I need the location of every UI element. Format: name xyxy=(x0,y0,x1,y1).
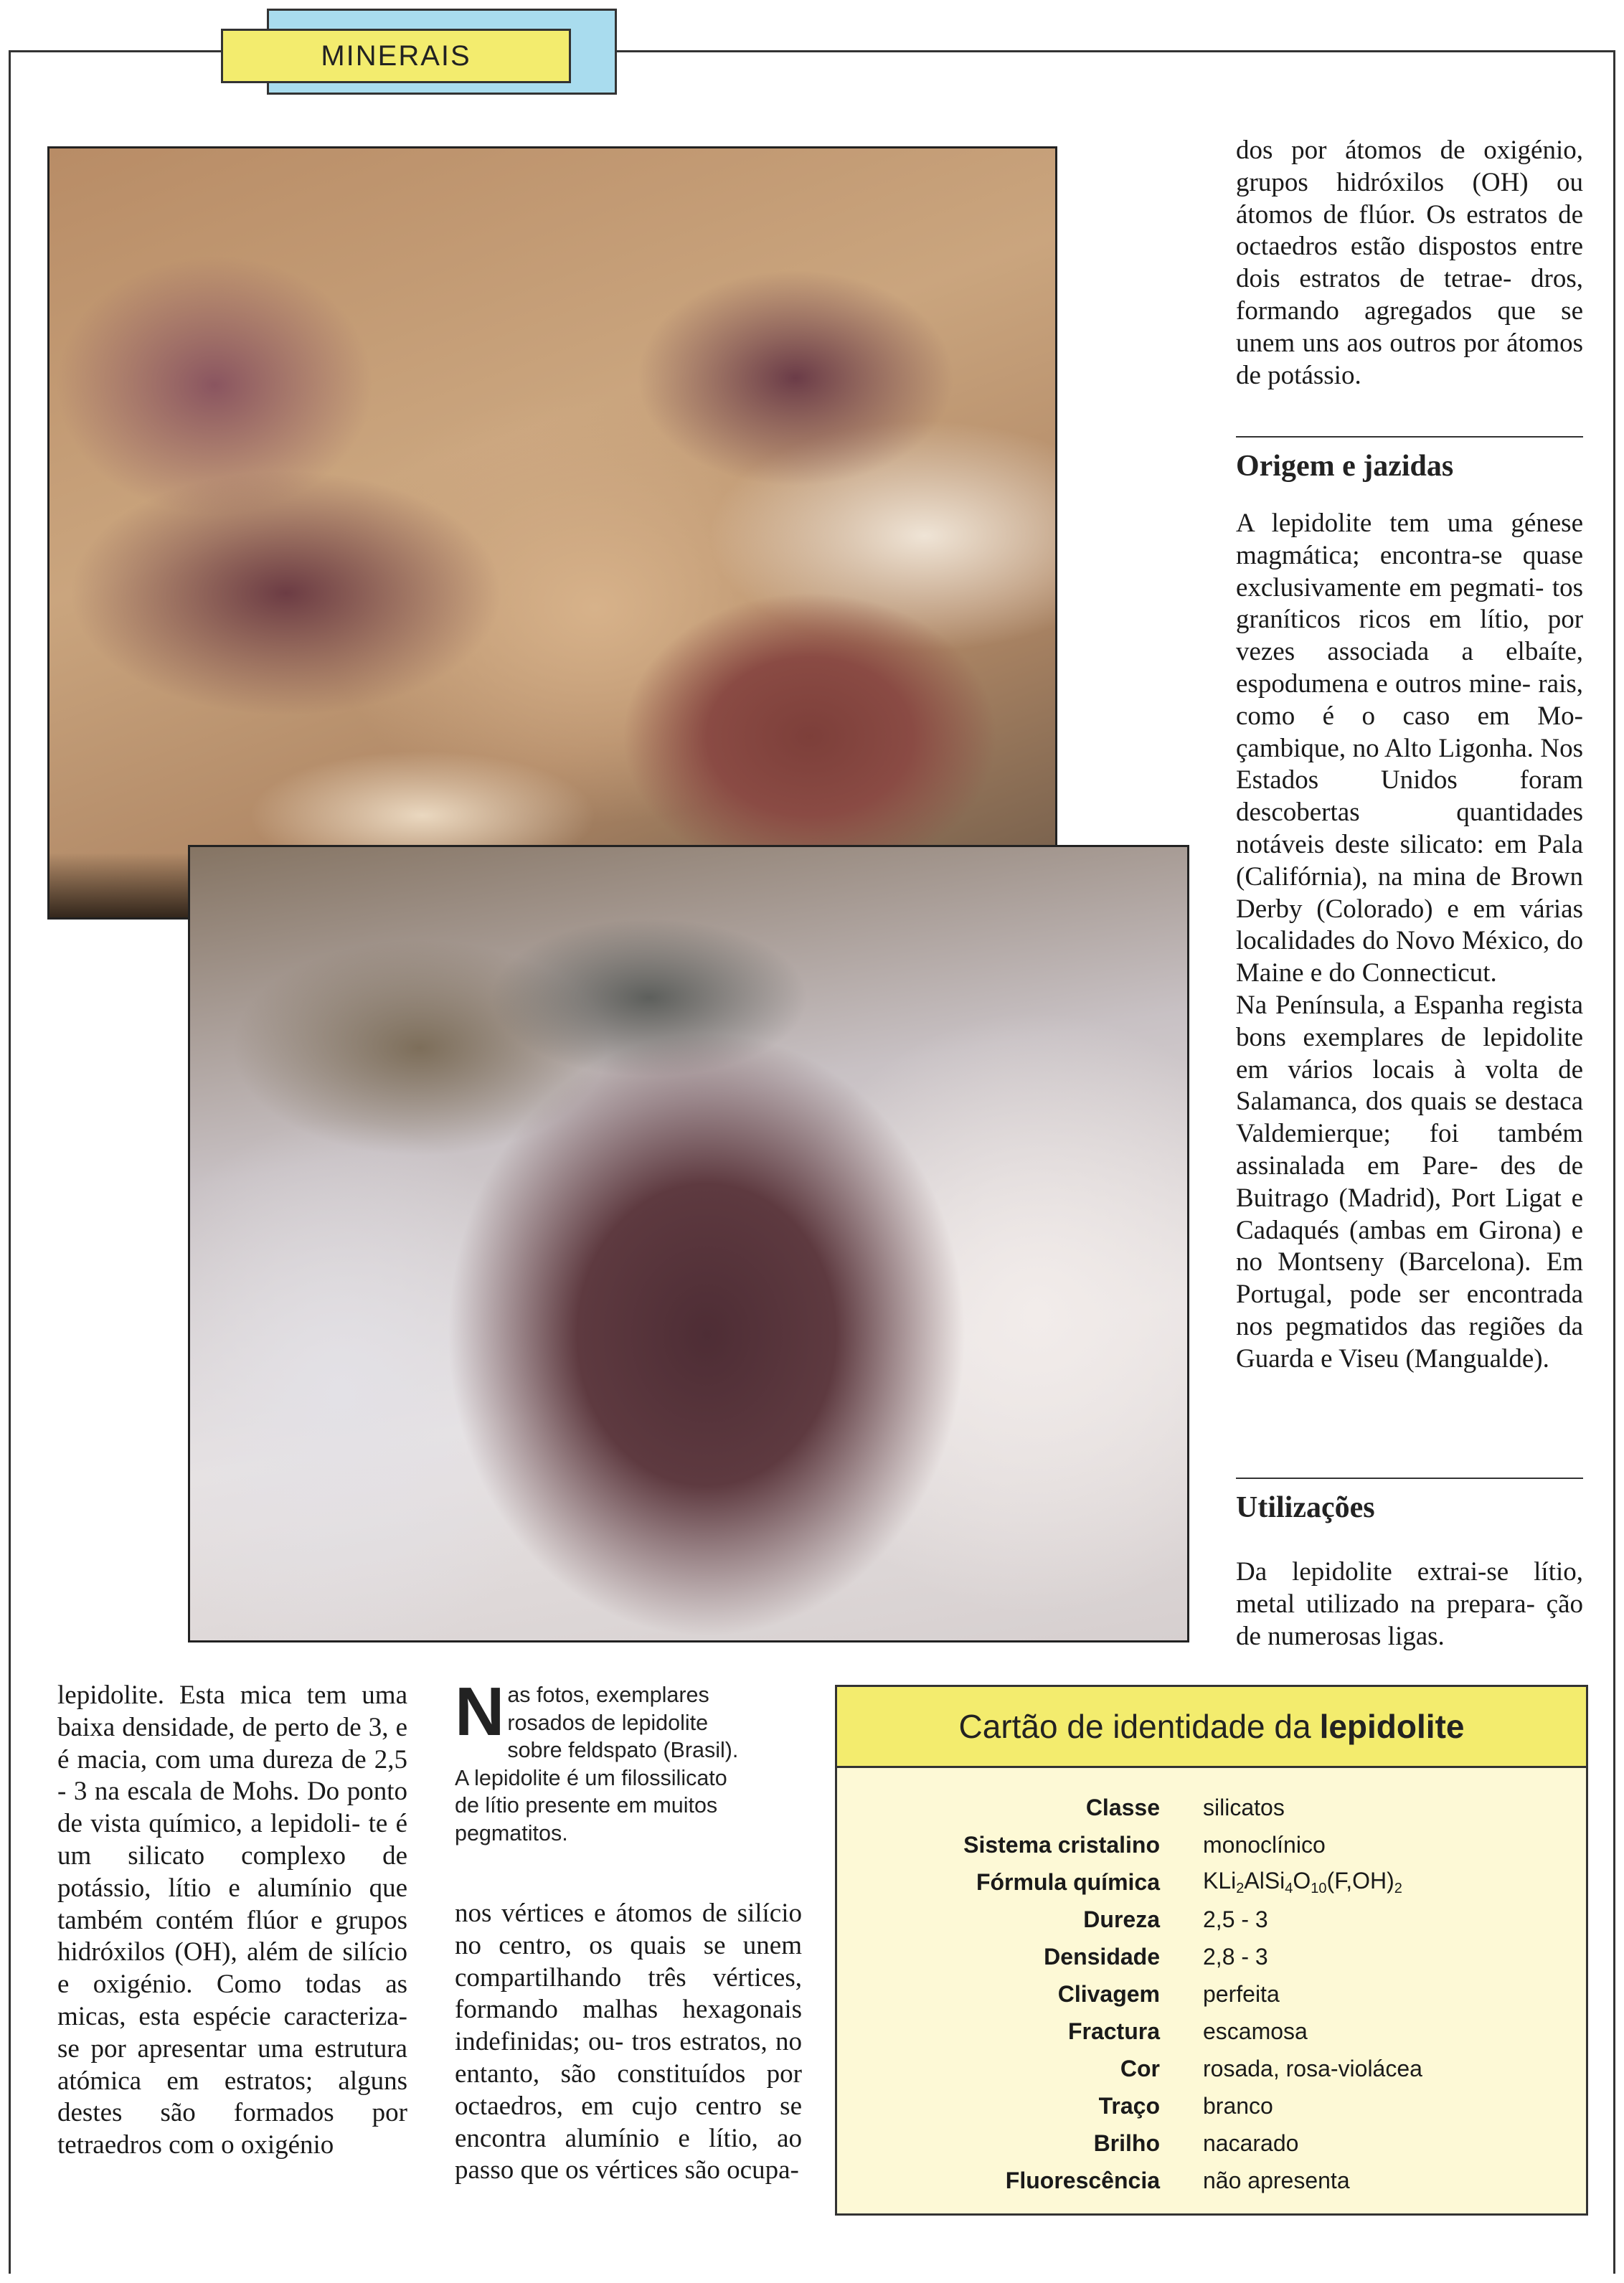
middle-paragraph xyxy=(455,1898,802,2187)
text-line: espécie caracteriza-se por xyxy=(57,2001,407,2064)
text-line: de vista químico, a lepidoli- xyxy=(57,1809,361,1839)
row-value: 2,8 - 3 xyxy=(1203,1943,1268,1970)
text-line: magmática; encontra-se quase xyxy=(1236,540,1583,570)
mineral-photo-bottom xyxy=(188,845,1189,1642)
mineral-photo-top xyxy=(47,146,1057,920)
row-label: Densidade xyxy=(1044,1943,1160,1970)
card-row-densidade xyxy=(837,1938,1586,1975)
row-label: Classe xyxy=(1085,1794,1160,1820)
text-line: em várias localidades do xyxy=(1236,894,1584,956)
text-line: lepidolite. Esta mica tem xyxy=(57,1681,347,1710)
formula-subscript: 2 xyxy=(1236,1880,1245,1896)
text-line: unem compartilhando três xyxy=(455,1930,802,1993)
formula-part: KLi xyxy=(1203,1867,1237,1894)
card-row-brilho xyxy=(837,2124,1586,2162)
identity-card-rows xyxy=(837,1789,1586,2199)
text-line: que os vértices são ocupa- xyxy=(520,2155,799,2185)
text-line: átomos de flúor. Os estratos xyxy=(1236,199,1548,230)
row-value: branco xyxy=(1203,2092,1273,2119)
row-label: Fractura xyxy=(1067,2018,1160,2044)
text-line: uma dureza de 2,5 - 3 na xyxy=(57,1744,408,1807)
text-line: grupos hidróxilos (OH), xyxy=(57,1905,408,1967)
text-line: hexagonais indefinidas; ou- xyxy=(455,1995,802,2057)
formula-part: (F,OH) xyxy=(1326,1867,1394,1894)
right-intro-paragraph xyxy=(1236,135,1583,392)
text-line: (Barcelona). Em Portugal, xyxy=(1236,1247,1583,1310)
identity-card-title xyxy=(837,1687,1586,1768)
left-paragraph xyxy=(57,1680,407,2162)
text-line: dos por átomos de oxigénio, xyxy=(1236,136,1583,165)
row-value: rosada, rosa-violácea xyxy=(1203,2055,1422,2081)
uses-heading: Utilizações xyxy=(1236,1491,1375,1524)
card-row-traco xyxy=(837,2087,1586,2124)
text-line: de octaedros estão dispostos xyxy=(1236,199,1583,262)
row-value: 2,5 - 3 xyxy=(1203,1906,1268,1932)
uses-text xyxy=(1236,1556,1583,1653)
text-line: atómica em estratos; alguns xyxy=(57,2066,407,2096)
row-label: Cor xyxy=(1120,2055,1160,2081)
text-line: rais, como é o caso em Mo- xyxy=(1236,668,1584,731)
identity-card xyxy=(835,1685,1588,2216)
left-body-text xyxy=(57,1680,407,2162)
origin-text xyxy=(1236,508,1583,1376)
text-line: Pala (Califórnia), na mina de xyxy=(1236,829,1583,892)
row-value: silicatos xyxy=(1203,1794,1285,1820)
row-value: monoclínico xyxy=(1203,1831,1326,1858)
text-line: Brown Derby (Colorado) e xyxy=(1236,861,1583,924)
origin-paragraph-2 xyxy=(1236,990,1583,1376)
row-value: não apresenta xyxy=(1203,2167,1350,2193)
section-divider xyxy=(1236,1478,1583,1479)
text-line: de potássio, lítio e alumínio xyxy=(57,1840,408,1903)
caption-line: rosados de lepidolite xyxy=(507,1710,709,1735)
formula-subscript: 2 xyxy=(1394,1880,1402,1896)
origin-heading: Origem e jazidas xyxy=(1236,450,1454,483)
card-row-sistema xyxy=(837,1826,1586,1863)
text-line: nos vértices e átomos de xyxy=(455,1899,727,1928)
text-line: pode ser encontrada nos xyxy=(1236,1280,1583,1341)
formula-part: AlSi xyxy=(1244,1867,1285,1894)
text-line: Port Ligat e Cadaqués (ambas xyxy=(1236,1183,1584,1245)
card-row-clivagem xyxy=(837,1975,1586,2013)
text-line: que também contém flúor e xyxy=(57,1873,407,1935)
text-line: espodumena e outros mine- xyxy=(1236,668,1531,699)
text-line: Guarda e Viseu (Mangualde). xyxy=(1236,1343,1549,1374)
text-line: que se unem uns aos outros xyxy=(1236,296,1583,358)
text-line: exclusivamente em pegmati- xyxy=(1236,572,1544,602)
text-line: tros estratos, no entanto, são xyxy=(455,2027,802,2089)
text-line: vértices, formando malhas xyxy=(455,1962,802,2025)
text-line: regista bons exemplares de xyxy=(1236,990,1584,1052)
text-line: do Connecticut. xyxy=(1328,958,1497,988)
formula-subscript: 4 xyxy=(1285,1880,1293,1896)
row-value: perfeita xyxy=(1203,1980,1280,2007)
text-line: em cujo centro se encontra xyxy=(455,2091,803,2153)
middle-body-text xyxy=(455,1898,802,2187)
text-line: tetraedros com o oxigénio xyxy=(57,2130,334,2160)
text-line: constituídos por octaedros, xyxy=(455,2059,802,2121)
text-line: Da lepidolite extrai-se lítio, xyxy=(1236,1557,1583,1587)
text-line: Nos Estados Unidos foram xyxy=(1236,733,1583,795)
card-row-formula xyxy=(837,1863,1586,1901)
row-value: nacarado xyxy=(1203,2130,1299,2156)
origin-paragraph-1 xyxy=(1236,508,1583,990)
text-line: alumínio e lítio, ao passo xyxy=(455,2123,802,2185)
row-label: Sistema cristalino xyxy=(963,1831,1160,1858)
text-line: metal utilizado na prepara- xyxy=(1236,1589,1535,1619)
caption-line: A lepidolite é um filossilicato xyxy=(455,1765,727,1790)
row-label: Clivagem xyxy=(1057,1980,1160,2007)
text-line: apresentar uma estrutura xyxy=(137,2033,407,2064)
card-row-fluorescencia xyxy=(837,2162,1586,2199)
formula-part: O xyxy=(1293,1867,1311,1894)
text-line: destes são formados por xyxy=(57,2098,407,2128)
text-line: entre dois estratos de tetrae- xyxy=(1236,232,1584,294)
row-label: Fórmula química xyxy=(976,1868,1160,1895)
text-line: Como todas as micas, esta xyxy=(57,1970,408,2031)
row-label: Fluorescência xyxy=(1005,2167,1160,2193)
text-line: lepidolite em vários locais à xyxy=(1236,1022,1583,1084)
text-line: silício no centro, os quais se xyxy=(455,1899,803,1960)
text-line: te é um silicato complexo xyxy=(57,1809,407,1871)
text-line: des de Buitrago (Madrid), xyxy=(1236,1150,1583,1213)
caption-line: as fotos, exemplares xyxy=(507,1683,709,1707)
uses-paragraph xyxy=(1236,1556,1583,1653)
text-line: escala de Mohs. Do ponto xyxy=(127,1777,408,1807)
card-row-dureza xyxy=(837,1901,1586,1938)
text-line: A lepidolite tem uma génese xyxy=(1236,509,1583,538)
row-label: Dureza xyxy=(1083,1906,1160,1932)
text-line: também assinalada em Pare- xyxy=(1236,1119,1583,1181)
card-row-fractura xyxy=(837,2013,1586,2050)
text-line: em Girona) e no Montseny xyxy=(1236,1215,1583,1277)
photo-caption xyxy=(455,1673,756,1847)
text-line: ção de numerosas ligas. xyxy=(1236,1589,1584,1651)
card-row-classe xyxy=(837,1789,1586,1826)
text-line: notáveis deste silicato: em xyxy=(1236,829,1527,859)
formula-subscript: 10 xyxy=(1311,1880,1327,1896)
row-label: Brilho xyxy=(1093,2130,1160,2156)
caption-drop-cap: N xyxy=(455,1673,505,1750)
section-divider xyxy=(1236,436,1583,438)
text-line: por vezes associada a elbaíte, xyxy=(1236,605,1584,667)
text-line: pegmatidos das regiões da xyxy=(1285,1311,1584,1341)
text-line: tos graníticos ricos em lítio, xyxy=(1236,572,1583,635)
text-line: se destaca Valdemierque; foi xyxy=(1236,1087,1583,1149)
text-line: Na Península, a Espanha xyxy=(1236,990,1504,1020)
row-label: Traço xyxy=(1098,2092,1160,2119)
text-line: grupos hidróxilos (OH) ou xyxy=(1236,167,1583,197)
caption-line: sobre feldspato (Brasil). xyxy=(507,1738,739,1762)
text-line: çambique, no Alto Ligonha. xyxy=(1236,733,1534,763)
card-title-mineral: lepidolite xyxy=(1319,1708,1465,1745)
caption-line: pegmatitos. xyxy=(455,1820,568,1845)
text-line: uma baixa densidade, de xyxy=(57,1681,407,1742)
text-line: perto de 3, e é macia, com xyxy=(57,1712,407,1774)
caption-line: de lítio presente em muitos xyxy=(455,1793,718,1818)
section-tab: MINERAIS xyxy=(221,29,571,83)
text-line: volta de Salamanca, dos quais xyxy=(1236,1054,1584,1117)
card-row-cor xyxy=(837,2050,1586,2087)
right-intro-text xyxy=(1236,135,1583,392)
text-line: descobertas quantidades xyxy=(1236,798,1583,828)
text-line: além de silício e oxigénio. xyxy=(57,1937,407,2000)
card-title-prefix: Cartão de identidade da xyxy=(958,1708,1311,1745)
text-line: Novo México, do Maine e xyxy=(1236,926,1583,988)
row-value: escamosa xyxy=(1203,2018,1308,2044)
text-line: dros, formando agregados xyxy=(1236,264,1584,326)
text-line: por átomos de potássio. xyxy=(1236,328,1584,390)
chemical-formula xyxy=(1203,1868,1402,1897)
